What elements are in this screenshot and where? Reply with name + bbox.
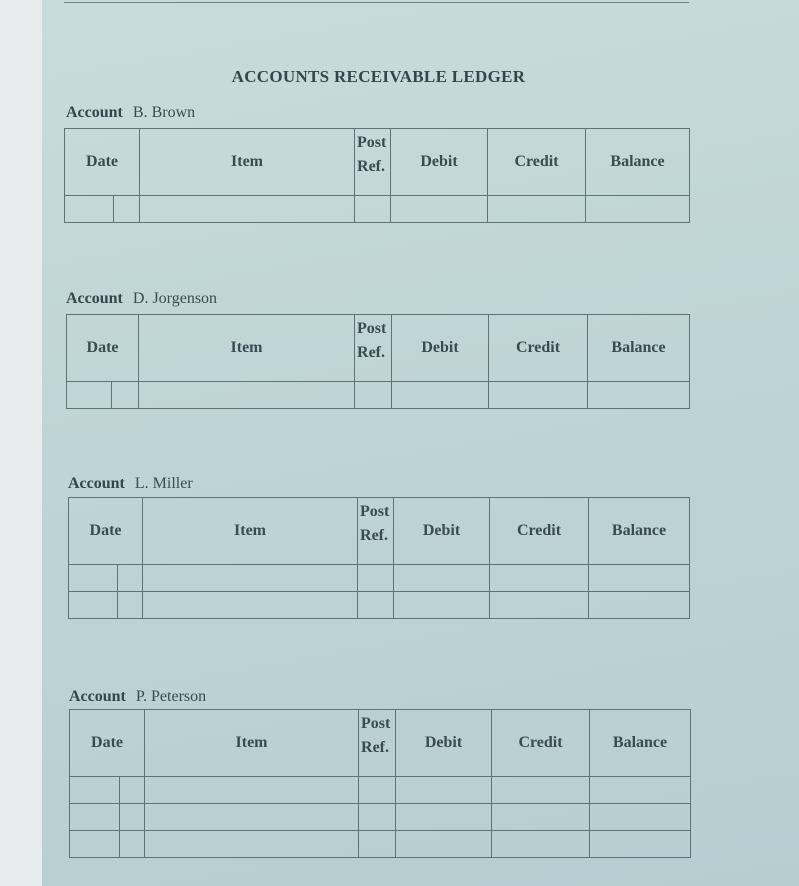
- debit-cell[interactable]: [391, 196, 488, 223]
- date-header: Date: [67, 315, 139, 382]
- debit-cell[interactable]: [392, 382, 489, 409]
- date-header: Date: [69, 498, 143, 565]
- table-row: [69, 592, 690, 619]
- ledger-table-peterson: [69, 709, 691, 858]
- credit-cell[interactable]: [490, 592, 589, 619]
- table-row: [65, 196, 690, 223]
- balance-cell[interactable]: [586, 196, 690, 223]
- credit-cell[interactable]: [489, 382, 588, 409]
- account-label-miller: [68, 475, 193, 493]
- post-ref-cell[interactable]: [355, 382, 392, 409]
- post-ref-cell[interactable]: [358, 565, 394, 592]
- month-cell[interactable]: [65, 196, 114, 223]
- debit-header: Debit: [394, 498, 490, 565]
- table-row: [69, 565, 690, 592]
- day-cell[interactable]: [118, 592, 143, 619]
- credit-header: Credit: [489, 315, 588, 382]
- month-cell[interactable]: [69, 592, 118, 619]
- month-cell[interactable]: [70, 777, 120, 804]
- item-cell[interactable]: [145, 777, 359, 804]
- item-cell[interactable]: [143, 592, 358, 619]
- debit-header: Debit: [396, 710, 492, 777]
- item-header: Item: [139, 315, 355, 382]
- item-header: Item: [140, 129, 355, 196]
- post-ref-cell[interactable]: [355, 196, 391, 223]
- account-keyword: Account: [66, 104, 123, 121]
- date-header: Date: [65, 129, 140, 196]
- post-ref-cell[interactable]: [358, 592, 394, 619]
- account-keyword: Account: [66, 290, 123, 307]
- item-header: Item: [143, 498, 358, 565]
- day-cell[interactable]: [120, 804, 145, 831]
- ledger-table-brown: [64, 128, 690, 223]
- debit-cell[interactable]: [396, 804, 492, 831]
- credit-header: Credit: [492, 710, 590, 777]
- item-cell[interactable]: [140, 196, 355, 223]
- account-name: L. Miller: [134, 475, 193, 492]
- post-ref-header: Post Ref.: [355, 315, 392, 382]
- balance-cell[interactable]: [589, 565, 690, 592]
- item-header: Item: [145, 710, 359, 777]
- credit-cell[interactable]: [490, 565, 589, 592]
- post-ref-cell[interactable]: [359, 831, 396, 858]
- header-row: [69, 498, 690, 565]
- debit-cell[interactable]: [396, 777, 492, 804]
- account-label-peterson: [69, 688, 206, 706]
- item-cell[interactable]: [139, 382, 355, 409]
- day-cell[interactable]: [112, 382, 139, 409]
- item-cell[interactable]: [145, 831, 359, 858]
- page-title: ACCOUNTS RECEIVABLE LEDGER: [231, 67, 526, 86]
- account-name: B. Brown: [132, 104, 196, 121]
- post-ref-header: Post Ref.: [355, 129, 391, 196]
- month-cell[interactable]: [69, 565, 118, 592]
- post-ref-cell[interactable]: [359, 777, 396, 804]
- header-row: [67, 315, 690, 382]
- date-header: Date: [70, 710, 145, 777]
- day-cell[interactable]: [120, 777, 145, 804]
- debit-header: Debit: [392, 315, 489, 382]
- credit-header: Credit: [490, 498, 589, 565]
- account-keyword: Account: [69, 688, 126, 705]
- credit-cell[interactable]: [492, 804, 590, 831]
- table-row: [70, 777, 691, 804]
- credit-header: Credit: [488, 129, 586, 196]
- post-ref-header: Post Ref.: [358, 498, 394, 565]
- account-label-jorgenson: [66, 290, 217, 308]
- balance-header: Balance: [589, 498, 690, 565]
- credit-cell[interactable]: [492, 777, 590, 804]
- table-row: [70, 831, 691, 858]
- item-cell[interactable]: [145, 804, 359, 831]
- post-ref-header: Post Ref.: [359, 710, 396, 777]
- ledger-table-miller: [68, 497, 690, 619]
- balance-header: Balance: [586, 129, 690, 196]
- debit-cell[interactable]: [394, 592, 490, 619]
- balance-header: Balance: [588, 315, 690, 382]
- day-cell[interactable]: [114, 196, 140, 223]
- balance-cell[interactable]: [588, 382, 690, 409]
- day-cell[interactable]: [118, 565, 143, 592]
- account-keyword: Account: [68, 475, 125, 492]
- debit-header: Debit: [391, 129, 488, 196]
- table-row: [70, 804, 691, 831]
- balance-header: Balance: [590, 710, 691, 777]
- balance-cell[interactable]: [590, 777, 691, 804]
- balance-cell[interactable]: [590, 831, 691, 858]
- credit-cell[interactable]: [488, 196, 586, 223]
- credit-cell[interactable]: [492, 831, 590, 858]
- balance-cell[interactable]: [590, 804, 691, 831]
- header-row: [70, 710, 691, 777]
- debit-cell[interactable]: [396, 831, 492, 858]
- month-cell[interactable]: [70, 804, 120, 831]
- table-row: [67, 382, 690, 409]
- day-cell[interactable]: [120, 831, 145, 858]
- ledger-table-jorgenson: [66, 314, 690, 409]
- header-row: [65, 129, 690, 196]
- account-label-brown: [66, 104, 195, 122]
- month-cell[interactable]: [67, 382, 112, 409]
- balance-cell[interactable]: [589, 592, 690, 619]
- previous-table-edge: [64, 0, 689, 3]
- month-cell[interactable]: [70, 831, 120, 858]
- account-name: D. Jorgenson: [132, 290, 218, 307]
- account-name: P. Peterson: [135, 688, 207, 705]
- post-ref-cell[interactable]: [359, 804, 396, 831]
- debit-cell[interactable]: [394, 565, 490, 592]
- item-cell[interactable]: [143, 565, 358, 592]
